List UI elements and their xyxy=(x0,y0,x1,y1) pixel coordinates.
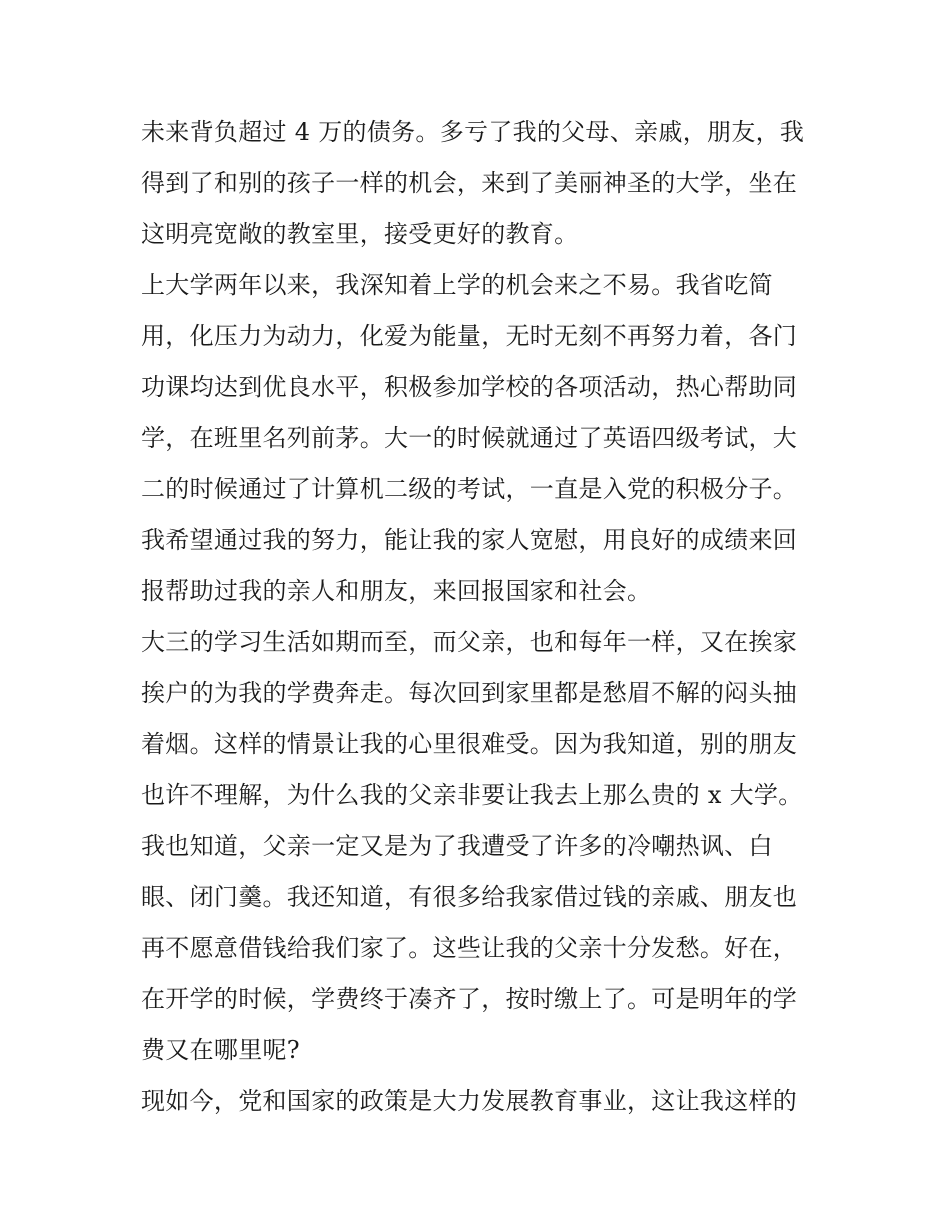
text-line: 报帮助过我的亲人和朋友，来回报国家和社会。 xyxy=(141,577,652,605)
text-line: 用，化压力为动力，化爱为能量，无时无刻不再努力着，各门 xyxy=(141,322,798,350)
text-line: 二的时候通过了计算机二级的考试，一直是入党的积极分子。 xyxy=(141,475,798,503)
text-line: 我也知道，父亲一定又是为了我遭受了许多的冷嘲热讽、白 xyxy=(141,832,773,860)
text-line: 挨户的为我的学费奔走。每次回到家里都是愁眉不解的闷头抽 xyxy=(141,679,798,707)
text-line: 未来背负超过 4 万的债务。多亏了我的父母、亲戚，朋友，我 xyxy=(141,118,805,146)
text-line: 这明亮宽敞的教室里，接受更好的教育。 xyxy=(141,220,579,248)
text-line: 得到了和别的孩子一样的机会，来到了美丽神圣的大学，坐在 xyxy=(141,169,798,197)
text-line: 费又在哪里呢? xyxy=(141,1036,300,1064)
text-line: 也许不理解，为什么我的父亲非要让我去上那么贵的 x 大学。 xyxy=(141,781,803,809)
text-line: 功课均达到优良水平，积极参加学校的各项活动，热心帮助同 xyxy=(141,373,798,401)
text-line: 着烟。这样的情景让我的心里很难受。因为我知道，别的朋友 xyxy=(141,730,798,758)
text-line: 现如今，党和国家的政策是大力发展教育事业，这让我这样的 xyxy=(141,1087,798,1115)
text-line: 再不愿意借钱给我们家了。这些让我的父亲十分发愁。好在， xyxy=(141,934,798,962)
body-text xyxy=(141,107,821,1127)
text-line: 大三的学习生活如期而至，而父亲，也和每年一样，又在挨家 xyxy=(141,628,798,656)
text-line: 在开学的时候，学费终于凑齐了，按时缴上了。可是明年的学 xyxy=(141,985,798,1013)
text-line: 眼、闭门羹。我还知道，有很多给我家借过钱的亲戚、朋友也 xyxy=(141,883,798,911)
text-line: 我希望通过我的努力，能让我的家人宽慰，用良好的成绩来回 xyxy=(141,526,798,554)
text-line: 学，在班里名列前茅。大一的时候就通过了英语四级考试，大 xyxy=(141,424,798,452)
text-line: 上大学两年以来，我深知着上学的机会来之不易。我省吃简 xyxy=(141,271,773,299)
